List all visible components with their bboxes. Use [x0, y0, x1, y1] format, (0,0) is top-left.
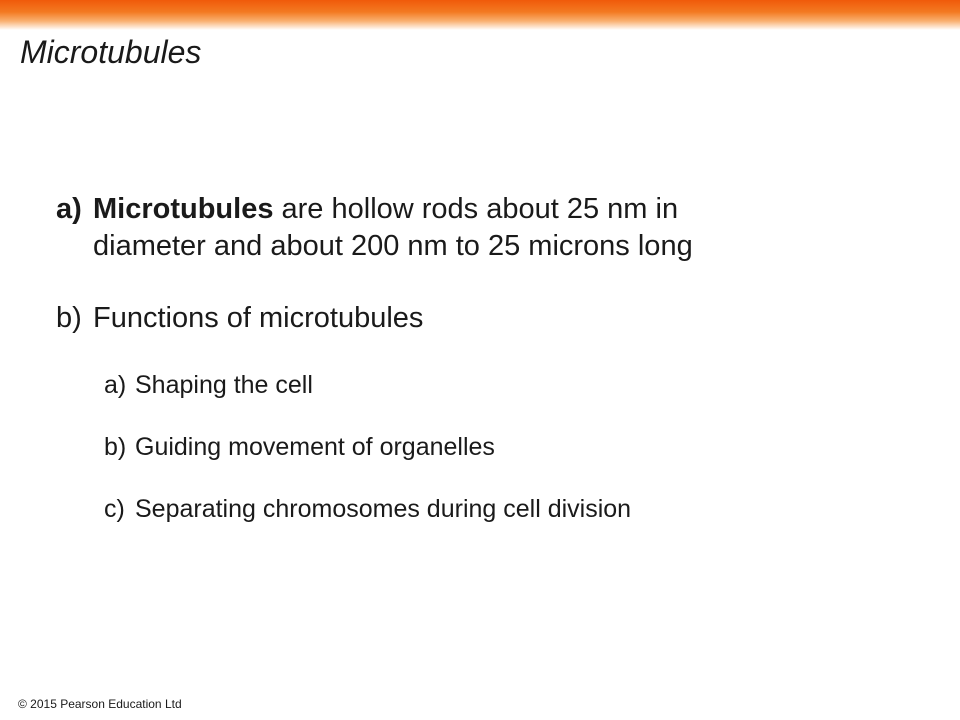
header-accent-bar — [0, 0, 960, 30]
sub-bullet-item-b — [104, 431, 495, 463]
bullet-text-rest: are hollow rods about 25 nm in — [273, 193, 679, 225]
sub-bullet-item-c — [104, 493, 631, 525]
sub-bullet-marker: a) — [104, 371, 127, 399]
sub-bullet-text: Guiding movement of organelles — [135, 433, 495, 461]
sub-bullet-item-a — [104, 369, 313, 401]
bullet-text — [56, 191, 693, 228]
sub-bullet-text: Separating chromosomes during cell division — [135, 495, 632, 523]
bullet-item-a — [56, 191, 693, 265]
sub-bullet-marker: b) — [104, 433, 127, 461]
bullet-item-b — [56, 300, 423, 337]
bullet-text: Functions of microtubules — [93, 302, 424, 334]
sub-bullet-marker: c) — [104, 495, 125, 523]
slide-title: Microtubules — [20, 34, 202, 70]
sub-bullet-text: Shaping the cell — [135, 371, 313, 399]
bullet-marker: b) — [56, 302, 82, 334]
bullet-marker: a) — [56, 193, 82, 225]
copyright-footer: © 2015 Pearson Education Ltd — [18, 697, 182, 711]
bold-term: Microtubules — [93, 193, 274, 225]
bullet-text-continuation: diameter and about 200 nm to 25 microns long — [93, 230, 693, 262]
